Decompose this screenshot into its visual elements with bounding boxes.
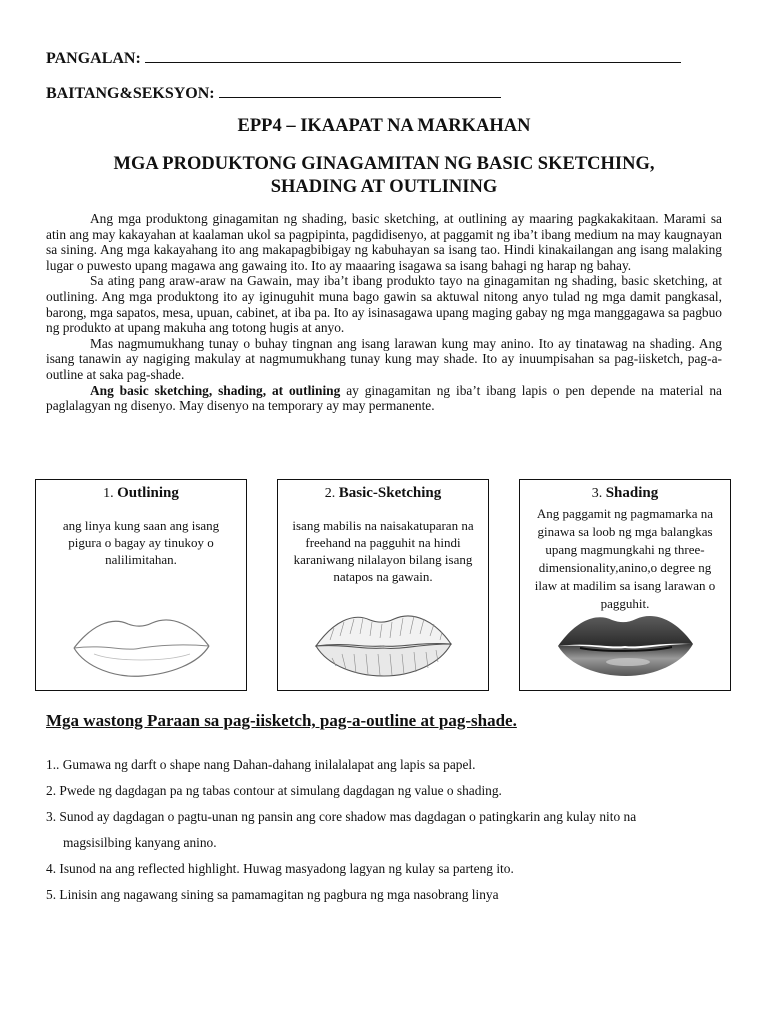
card-outlining-desc: ang linya kung saan ang isang pigura o bagay ay tinukoy o nalilimitahan. — [62, 518, 220, 567]
card-basic-sketching — [277, 479, 489, 691]
sketch-lips-drawing — [308, 602, 458, 682]
grade-section-field — [46, 83, 501, 103]
outline-lips-drawing — [66, 602, 216, 682]
intro-paragraph-4 — [46, 383, 722, 414]
card-shading-desc: Ang paggamit ng pagmamarka na ginawa sa loob ng mga balangkas upang magmungkahi ng three-dimensionality,anino,o degree ng ilaw at madilim sa isang larawan o pagguhit. — [534, 506, 716, 611]
main-title — [0, 153, 768, 199]
card-outlining — [35, 479, 247, 691]
main-title-line-1: MGA PRODUKTONG GINAGAMITAN NG BASIC SKETCHING, — [113, 154, 655, 174]
intro-paragraph-4-rest: ay ginagamitan ng iba’t ibang lapis o pen depende na material na paglalagyan ng disenyo. May disenyo na temporary ay may permanente. — [46, 382, 723, 414]
card-outlining-number: 1. — [103, 486, 114, 501]
card-sketching-title: Basic-Sketching — [338, 485, 442, 501]
card-shading-heading — [520, 484, 730, 503]
card-shading-title: Shading — [605, 485, 659, 501]
step-3-continued: magsisilbing kanyang anino. — [63, 835, 217, 850]
step-4: 4. Isunod na ang reflected highlight. Huwag masyadong lagyan ng kulay sa parteng ito. — [46, 861, 514, 876]
grade-section-blank-line[interactable] — [219, 83, 501, 98]
quarter-title: EPP4 – IKAAPAT NA MARKAHAN — [237, 116, 531, 136]
step-3: 3. Sunod ay dagdagan o pagtu-unan ng pansin ang core shadow mas dagdagan o patingkarin ang kulay nito na — [46, 809, 637, 824]
name-label: PANGALAN: — [46, 50, 141, 67]
intro-paragraph-1: Ang mga produktong ginagamitan ng shading, basic sketching, at outlining ay maaring pagkakakitaan. Marami sa atin ang may kakayahan at kaalaman ukol sa pagpipinta, pagdidisenyo, at paggamit ng iba’t ibang medium na may kaugnayan sa sining. Ang mga kakayahang ito ang makapagbibigay ng kabuhayan sa isang tao. Hindi kinakailangan ang isang malaking lugar o puwesto upang magawa ang gawaing ito. Ito ay maaaring isagawa sa isang bahagi ng harap ng bahay. — [46, 211, 722, 273]
steps-heading: Mga wastong Paraan sa pag-iisketch, pag-a-outline at pag-shade. — [46, 711, 517, 730]
grade-section-label: BAITANG&SEKSYON: — [46, 85, 215, 102]
card-sketching-number: 2. — [324, 486, 336, 501]
name-blank-line[interactable] — [145, 48, 681, 63]
intro-paragraph-3: Mas nagmumukhang tunay o buhay tingnan ang isang larawan kung may anino. Ito ay tinatawag na shading. Ang isang tanawin ay nagiging makulay at nagmumukhang tunay kung may shade. Ito ay inuumpisahan sa pag-iisketch, pag-a-outline at saka pag-shade. — [46, 335, 722, 382]
steps-list — [46, 752, 736, 908]
step-5: 5. Linisin ang nagawang sining sa pamamagitan ng pagbura ng mga nasobrang linya — [46, 887, 499, 902]
card-outlining-title: Outlining — [117, 485, 179, 501]
intro-paragraph-2: Sa ating pang araw-araw na Gawain, may iba’t ibang produkto tayo na ginagamitan ng shading, basic sketching, at outlining. Ang mga produktong ito ay iginuguhit muna bago gawin sa aktuwal nitong anyo tulad ng mga damit pangkasal, barong, mga sapatos, mesa, upuan, cabinet, at iba pa. Ito ay isinasagawa upang maging gabay ng mga manggagawa sa pagbuo ng produkto at upang makuha ang totong hugis at anyo. — [46, 273, 722, 336]
step-2: 2. Pwede ng dagdagan pa ng tabas contour at simulang dagdagan ng value o shading. — [46, 783, 502, 798]
main-title-line-2: SHADING AT OUTLINING — [270, 177, 498, 197]
card-sketching-desc: isang mabilis na naisakatuparan na freehand na pagguhit na hindi karaniwang nilalayon bilang isang natapos na gawain. — [292, 518, 474, 584]
card-shading-number: 3. — [591, 486, 603, 501]
intro-text — [46, 211, 722, 414]
name-field — [46, 48, 681, 68]
intro-paragraph-4-bold: Ang basic sketching, shading, at outlining — [90, 382, 341, 398]
step-1: 1.. Gumawa ng darft o shape nang Dahan-dahang inilalalapat ang lapis sa papel. — [46, 757, 476, 772]
card-outlining-heading — [36, 484, 246, 503]
card-shading — [519, 479, 731, 691]
shaded-lips-drawing — [550, 602, 700, 682]
card-sketching-heading — [278, 484, 488, 503]
